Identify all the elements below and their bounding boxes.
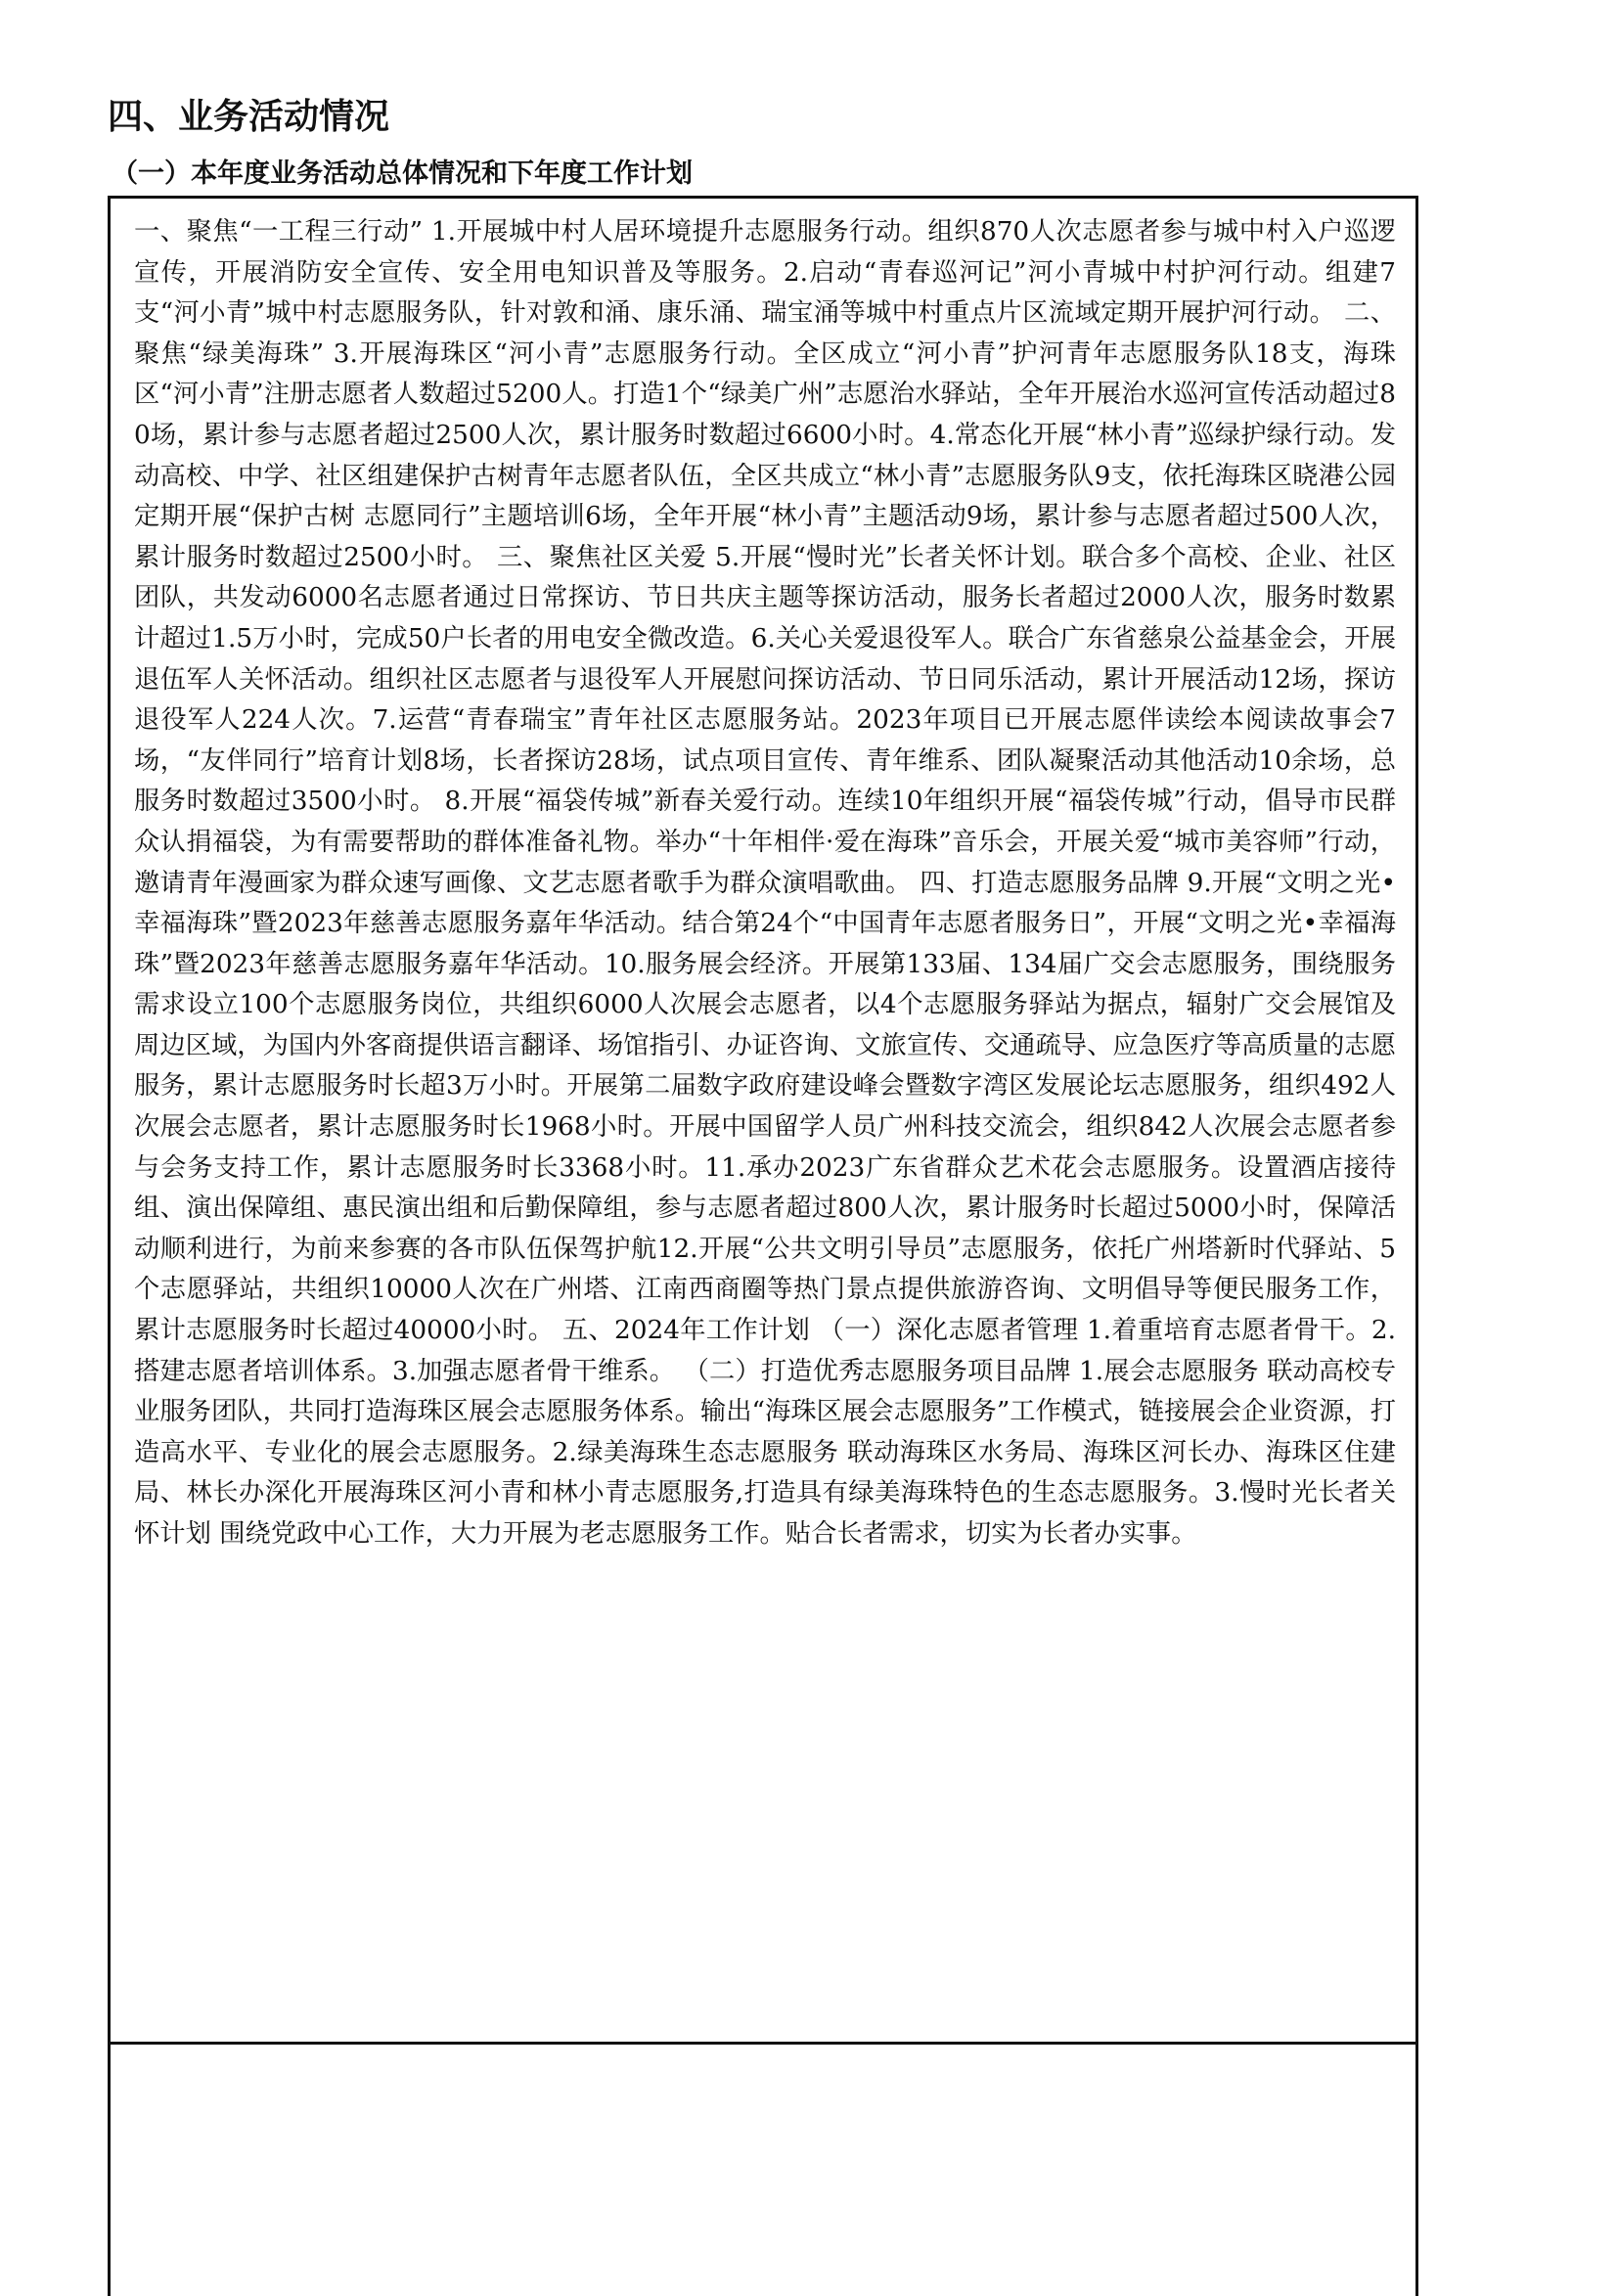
subsection-title: （一）本年度业务活动总体情况和下年度工作计划 <box>112 158 693 189</box>
next-section-box <box>108 2042 1418 2296</box>
activity-summary-text: 一、聚焦“一工程三行动” 1.开展城中村人居环境提升志愿服务行动。组织870人次志愿者参与城中村入户巡逻宣传，开展消防安全宣传、安全用电知识普及等服务。2.启动“青春巡河记”河小青城中村护河行动。组建7支“河小青”城中村志愿服务队，针对敦和涌、康乐涌、瑞宝涌等城中村重点片区流域定期开展护河行动。 二、聚焦“绿美海珠” 3.开展海珠区“河小青”志愿服务行动。全区成立“河小青”护河青年志愿服务队18支，海珠区“河小青”注册志愿者人数超过5200人。打造1个“绿美广州”志愿治水驿站，全年开展治水巡河宣传活动超过80场，累计参与志愿者超过2500人次，累计服务时数超过6600小时。4.常态化开展“林小青”巡绿护绿行动。发动高校、中学、社区组建保护古树青年志愿者队伍，全区共成立“林小青”志愿服务队9支，依托海珠区晓港公园定期开展“保护古树 志愿同行”主题培训6场，全年开展“林小青”主题活动9场，累计参与志愿者超过500人次，累计服务时数超过2500小时。 三、聚焦社区关爱 5.开展“慢时光”长者关怀计划。联合多个高校、企业、社区团队，共发动6000名志愿者通过日常探访、节日共庆主题等探访活动，服务长者超过2000人次，服务时数累计超过1.5万小时，完成50户长者的用电安全微改造。6.关心关爱退役军人。联合广东省慈泉公益基金会，开展退伍军人关怀活动。组织社区志愿者与退役军人开展慰问探访活动、节日同乐活动，累计开展活动12场，探访退役军人224人次。7.运营“青春瑞宝”青年社区志愿服务站。2023年项目已开展志愿伴读绘本阅读故事会7场，“友伴同行”培育计划8场，长者探访28场，试点项目宣传、青年维系、团队凝聚活动其他活动10余场，总服务时数超过3500小时。 8.开展“福袋传城”新春关爱行动。连续10年组织开展“福袋传城”行动，倡导市民群众认捐福袋，为有需要帮助的群体准备礼物。举办“十年相伴·爱在海珠”音乐会，开展关爱“城市美容师”行动，邀请青年漫画家为群众速写画像、文艺志愿者歌手为群众演唱歌曲。 四、打造志愿服务品牌 9.开展“文明之光•幸福海珠”暨2023年慈善志愿服务嘉年华活动。结合第24个“中国青年志愿者服务日”，开展“文明之光•幸福海珠”暨2023年慈善志愿服务嘉年华活动。10.服务展会经济。开展第133届、134届广交会志愿服务，围绕服务需求设立100个志愿服务岗位，共组织6000人次展会志愿者，以4个志愿服务驿站为据点，辐射广交会展馆及周边区域，为国内外客商提供语言翻译、场馆指引、办证咨询、文旅宣传、交通疏导、应急医疗等高质量的志愿服务，累计志愿服务时长超3万小时。开展第二届数字政府建设峰会暨数字湾区发展论坛志愿服务，组织492人次展会志愿者，累计志愿服务时长1968小时。开展中国留学人员广州科技交流会，组织842人次展会志愿者参与会务支持工作，累计志愿服务时长3368小时。11.承办2023广东省群众艺术花会志愿服务。设置酒店接待组、演出保障组、惠民演出组和后勤保障组，参与志愿者超过800人次，累计服务时长超过5000小时，保障活动顺利进行，为前来参赛的各市队伍保驾护航12.开展“公共文明引导员”志愿服务，依托广州塔新时代驿站、5个志愿驿站，共组织10000人次在广州塔、江南西商圈等热门景点提供旅游咨询、文明倡导等便民服务工作，累计志愿服务时长超过40000小时。 五、2024年工作计划 （一）深化志愿者管理 1.着重培育志愿者骨干。2.搭建志愿者培训体系。3.加强志愿者骨干维系。 （二）打造优秀志愿服务项目品牌 1.展会志愿服务 联动高校专业服务团队，共同打造海珠区展会志愿服务体系。输出“海珠区展会志愿服务”工作模式，链接展会企业资源，打造高水平、专业化的展会志愿服务。2.绿美海珠生态志愿服务 联动海珠区水务局、海珠区河长办、海珠区住建局、林长办深化开展海珠区河小青和林小青志愿服务,打造具有绿美海珠特色的生态志愿服务。3.慢时光长者关怀计划 围绕党政中心工作，大力开展为老志愿服务工作。贴合长者需求，切实为长者办实事。 <box>134 217 1396 1549</box>
section-title: 四、业务活动情况 <box>108 97 390 137</box>
activity-summary-box <box>108 196 1418 2045</box>
